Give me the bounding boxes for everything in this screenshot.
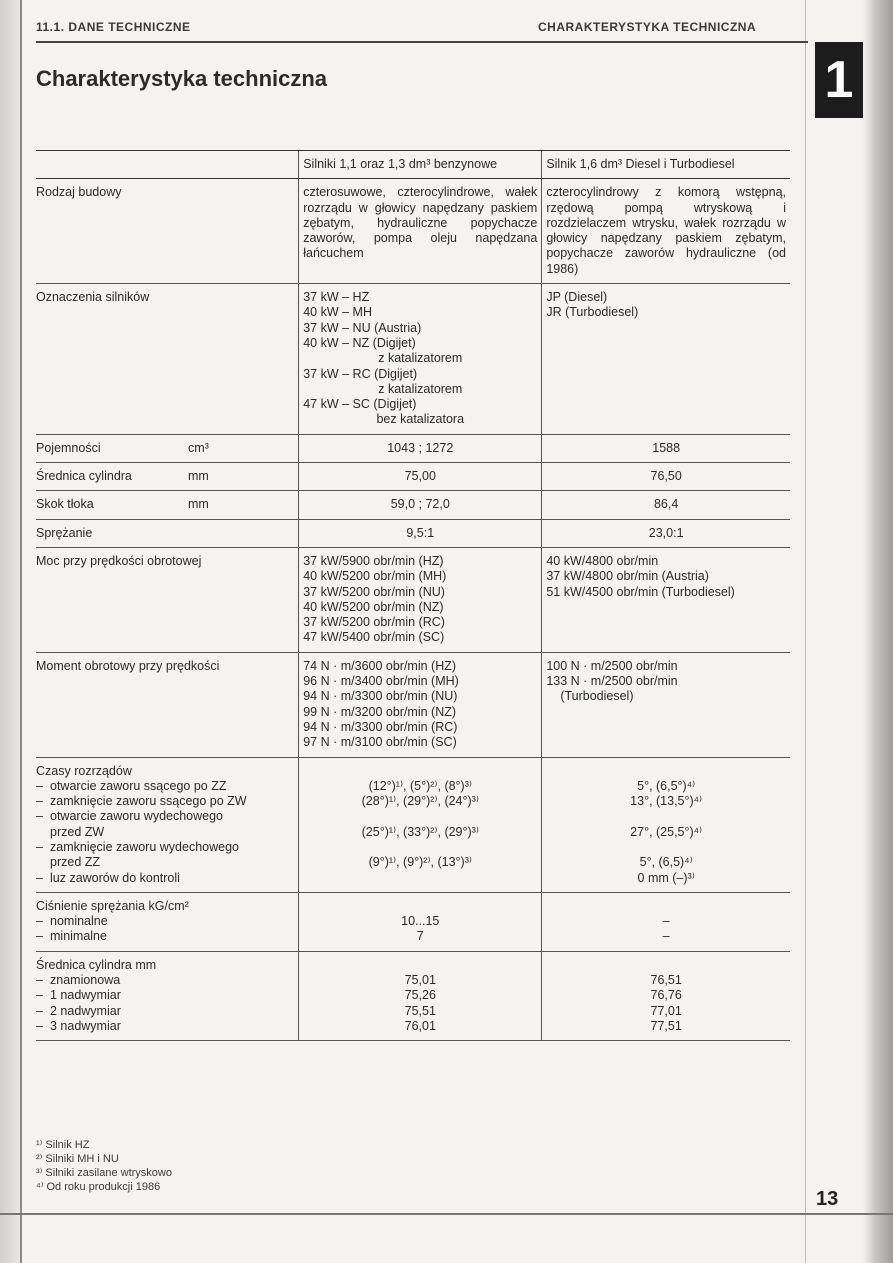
cell-petrol [299,284,542,435]
spacer [546,958,786,973]
list-item: 96 N · m/3400 obr/min (MH) [303,674,459,689]
list-item: 5°, (6,5°)⁴⁾ [637,778,696,793]
cell-petrol: 1043 ; 1272 [299,434,542,462]
row-unit: mm [188,497,209,512]
spacer [303,764,537,779]
row-label: Sprężanie [36,519,299,547]
footnote: ⁴⁾ Od roku produkcji 1986 [36,1181,161,1193]
list-item: 37 kW/5200 obr/min (RC) [303,615,445,630]
list-item: 97 N · m/3100 obr/min (SC) [303,735,457,750]
list-item: 37 kW/5900 obr/min (HZ) [303,553,444,568]
list-item: – zamknięcie zaworu wydechowego [36,840,296,855]
table-row [36,547,790,652]
list-item: 94 N · m/3300 obr/min (NU) [303,689,458,704]
header-rule [36,41,808,43]
list-item: – otwarcie zaworu ssącego po ZZ [36,779,296,794]
cell-diesel [542,547,790,652]
row-unit: cm³ [188,440,209,455]
list-item: – nominalne [36,914,296,929]
list-item: 13°, (13,5°)⁴⁾ [630,794,703,809]
list-item: 0 mm (–)³⁾ [637,870,695,885]
footnote: ¹⁾ Silnik HZ [36,1139,90,1151]
list-item: – [662,929,670,944]
spacer [546,764,786,779]
cell-petrol: czterosuwowe, czterocylindrowe, wałek rozrządu w głowicy napędzany paskiem zębatym, hydrauliczne popychacze zaworów, pompa oleju napędzana łańcuchem [299,179,542,284]
table-row [36,434,790,462]
list-item: z katalizatorem [378,351,463,366]
list-item: 99 N · m/3200 obr/min (NZ) [303,704,457,719]
table-row [36,519,790,547]
list-item: – [662,914,670,929]
list-item: 40 kW/5200 obr/min (MH) [303,569,447,584]
list-item: – luz zaworów do kontroli [36,871,296,886]
list-item: 47 kW/5400 obr/min (SC) [303,630,445,645]
spacer [546,840,786,855]
cell-petrol [299,951,542,1040]
page-number: 13 [816,1188,839,1210]
table-row [36,892,790,951]
list-item: 75,01 [404,973,436,988]
table-row [36,284,790,435]
list-item: 37 kW/5200 obr/min (NU) [303,584,445,599]
spacer [303,899,537,914]
running-head-left: 11.1. DANE TECHNICZNE [36,20,191,34]
table-row [36,491,790,519]
list-item: 40 kW/4800 obr/min [546,553,659,568]
list-item: 10...15 [401,914,440,929]
list-item: 37 kW – NU (Austria) [303,320,422,335]
row-label-text: Średnica cylindra [36,469,132,484]
cell-diesel [542,951,790,1040]
list-item: – znamionowa [36,973,296,988]
cell-petrol [299,547,542,652]
cell-diesel [542,284,790,435]
list-item: – 2 nadwymiar [36,1004,296,1019]
list-item: (9°)¹⁾, (9°)²⁾, (13°)³⁾ [368,855,472,870]
list-item: 77,51 [650,1018,682,1033]
list-item: 100 N · m/2500 obr/min [546,658,678,673]
spacer [303,809,537,824]
cell-petrol [299,757,542,892]
list-item: – otwarcie zaworu wydechowego [36,809,296,824]
list-item: 27°, (25,5°)⁴⁾ [630,824,703,839]
cell-diesel [542,757,790,892]
footnote: ²⁾ Silniki MH i NU [36,1153,119,1165]
cell-petrol: 75,00 [299,463,542,491]
cell-petrol [299,652,542,757]
table-header-row [36,151,790,179]
header-blank-cell [36,151,299,179]
row-label: Rodzaj budowy [36,179,299,284]
row-label-text: Czasy rozrządów [36,763,132,778]
list-item: 37 kW – HZ [303,290,370,305]
list-item: przed ZZ [50,855,101,870]
list-item: 77,01 [650,1003,682,1018]
col-header-petrol: Silniki 1,1 oraz 1,3 dm³ benzynowe [299,151,542,179]
list-item: 5°, (6,5)⁴⁾ [639,855,693,870]
list-item: 51 kW/4500 obr/min (Turbodiesel) [546,584,735,599]
right-margin-rule [805,0,806,1263]
row-label: Moment obrotowy przy prędkości [36,652,299,757]
cell-diesel: czterocylindrowy z komorą wstępną, rzędową pompą wtryskową i rozdzielaczem wtrysku, wałek rozrządu w głowicy napędzany paskiem zębatym, popychacze zaworów hydrauliczne (od 1986) [542,179,790,284]
list-item: 37 kW – RC (Digijet) [303,366,418,381]
row-label [36,434,299,462]
footnotes [36,1138,172,1194]
spacer [303,958,537,973]
list-item: (12°)¹⁾, (5°)²⁾, (8°)³⁾ [368,778,472,793]
list-item: 76,01 [404,1018,436,1033]
row-label-text: Średnica cylindra mm [36,957,157,972]
spacer [546,899,786,914]
cell-petrol [299,892,542,951]
page-spine-shadow [0,0,22,1263]
list-item: JR (Turbodiesel) [546,305,639,320]
list-item: (25°)¹⁾, (33°)²⁾, (29°)³⁾ [361,824,479,839]
list-item: (Turbodiesel) [560,689,634,704]
list-item: 40 kW – NZ (Digijet) [303,335,416,350]
page-title: Charakterystyka techniczna [36,66,328,91]
table-row [36,757,790,892]
list-item: 40 kW – MH [303,305,372,320]
list-item: – zamknięcie zaworu ssącego po ZW [36,794,296,809]
list-item: 7 [416,929,424,944]
table-row [36,652,790,757]
row-label [36,892,299,951]
row-unit: mm [188,469,209,484]
list-item: 76,76 [650,988,682,1003]
list-item: – 1 nadwymiar [36,988,296,1003]
row-label [36,951,299,1040]
list-item: – 3 nadwymiar [36,1019,296,1034]
list-item: 74 N · m/3600 obr/min (HZ) [303,658,457,673]
row-label-text: Skok tłoka [36,497,94,512]
list-item: 133 N · m/2500 obr/min [546,674,678,689]
row-label-text: Pojemności [36,440,101,455]
cell-petrol: 59,0 ; 72,0 [299,491,542,519]
list-item: – minimalne [36,929,296,944]
list-item: 75,26 [404,988,436,1003]
table-row [36,951,790,1040]
list-item: z katalizatorem [378,381,463,396]
footnote: ³⁾ Silniki zasilane wtryskowo [36,1167,172,1179]
cell-diesel [542,892,790,951]
spacer [546,809,786,824]
row-label [36,463,299,491]
list-item: JP (Diesel) [546,290,608,305]
list-item: 76,51 [650,973,682,988]
table-row [36,179,790,284]
chapter-tab[interactable]: 1 [815,42,863,118]
list-item: 37 kW/4800 obr/min (Austria) [546,569,709,584]
row-label: Oznaczenia silników [36,284,299,435]
bottom-rule [0,1213,893,1215]
cell-diesel: 86,4 [542,491,790,519]
cell-diesel [542,652,790,757]
list-item: (28°)¹⁾, (29°)²⁾, (24°)³⁾ [361,794,479,809]
col-header-diesel: Silnik 1,6 dm³ Diesel i Turbodiesel [542,151,790,179]
row-label-text: Ciśnienie sprężania kG/cm² [36,898,189,913]
row-label: Moc przy prędkości obrotowej [36,547,299,652]
list-item: 40 kW/5200 obr/min (NZ) [303,599,444,614]
page-edge-shadow [863,0,893,1263]
table-row [36,463,790,491]
spacer [303,840,537,855]
row-label [36,491,299,519]
list-item: 75,51 [404,1003,436,1018]
spine-rule [20,0,22,1263]
row-label [36,757,299,892]
cell-petrol: 9,5:1 [299,519,542,547]
list-item: bez katalizatora [376,412,465,427]
cell-diesel: 76,50 [542,463,790,491]
list-item: 94 N · m/3300 obr/min (RC) [303,719,458,734]
list-item: 47 kW – SC (Digijet) [303,397,417,412]
running-head-right: CHARAKTERYSTYKA TECHNICZNA [538,20,757,34]
cell-diesel: 23,0:1 [542,519,790,547]
list-item: przed ZW [50,824,105,839]
spec-table [36,150,790,1041]
cell-diesel: 1588 [542,434,790,462]
